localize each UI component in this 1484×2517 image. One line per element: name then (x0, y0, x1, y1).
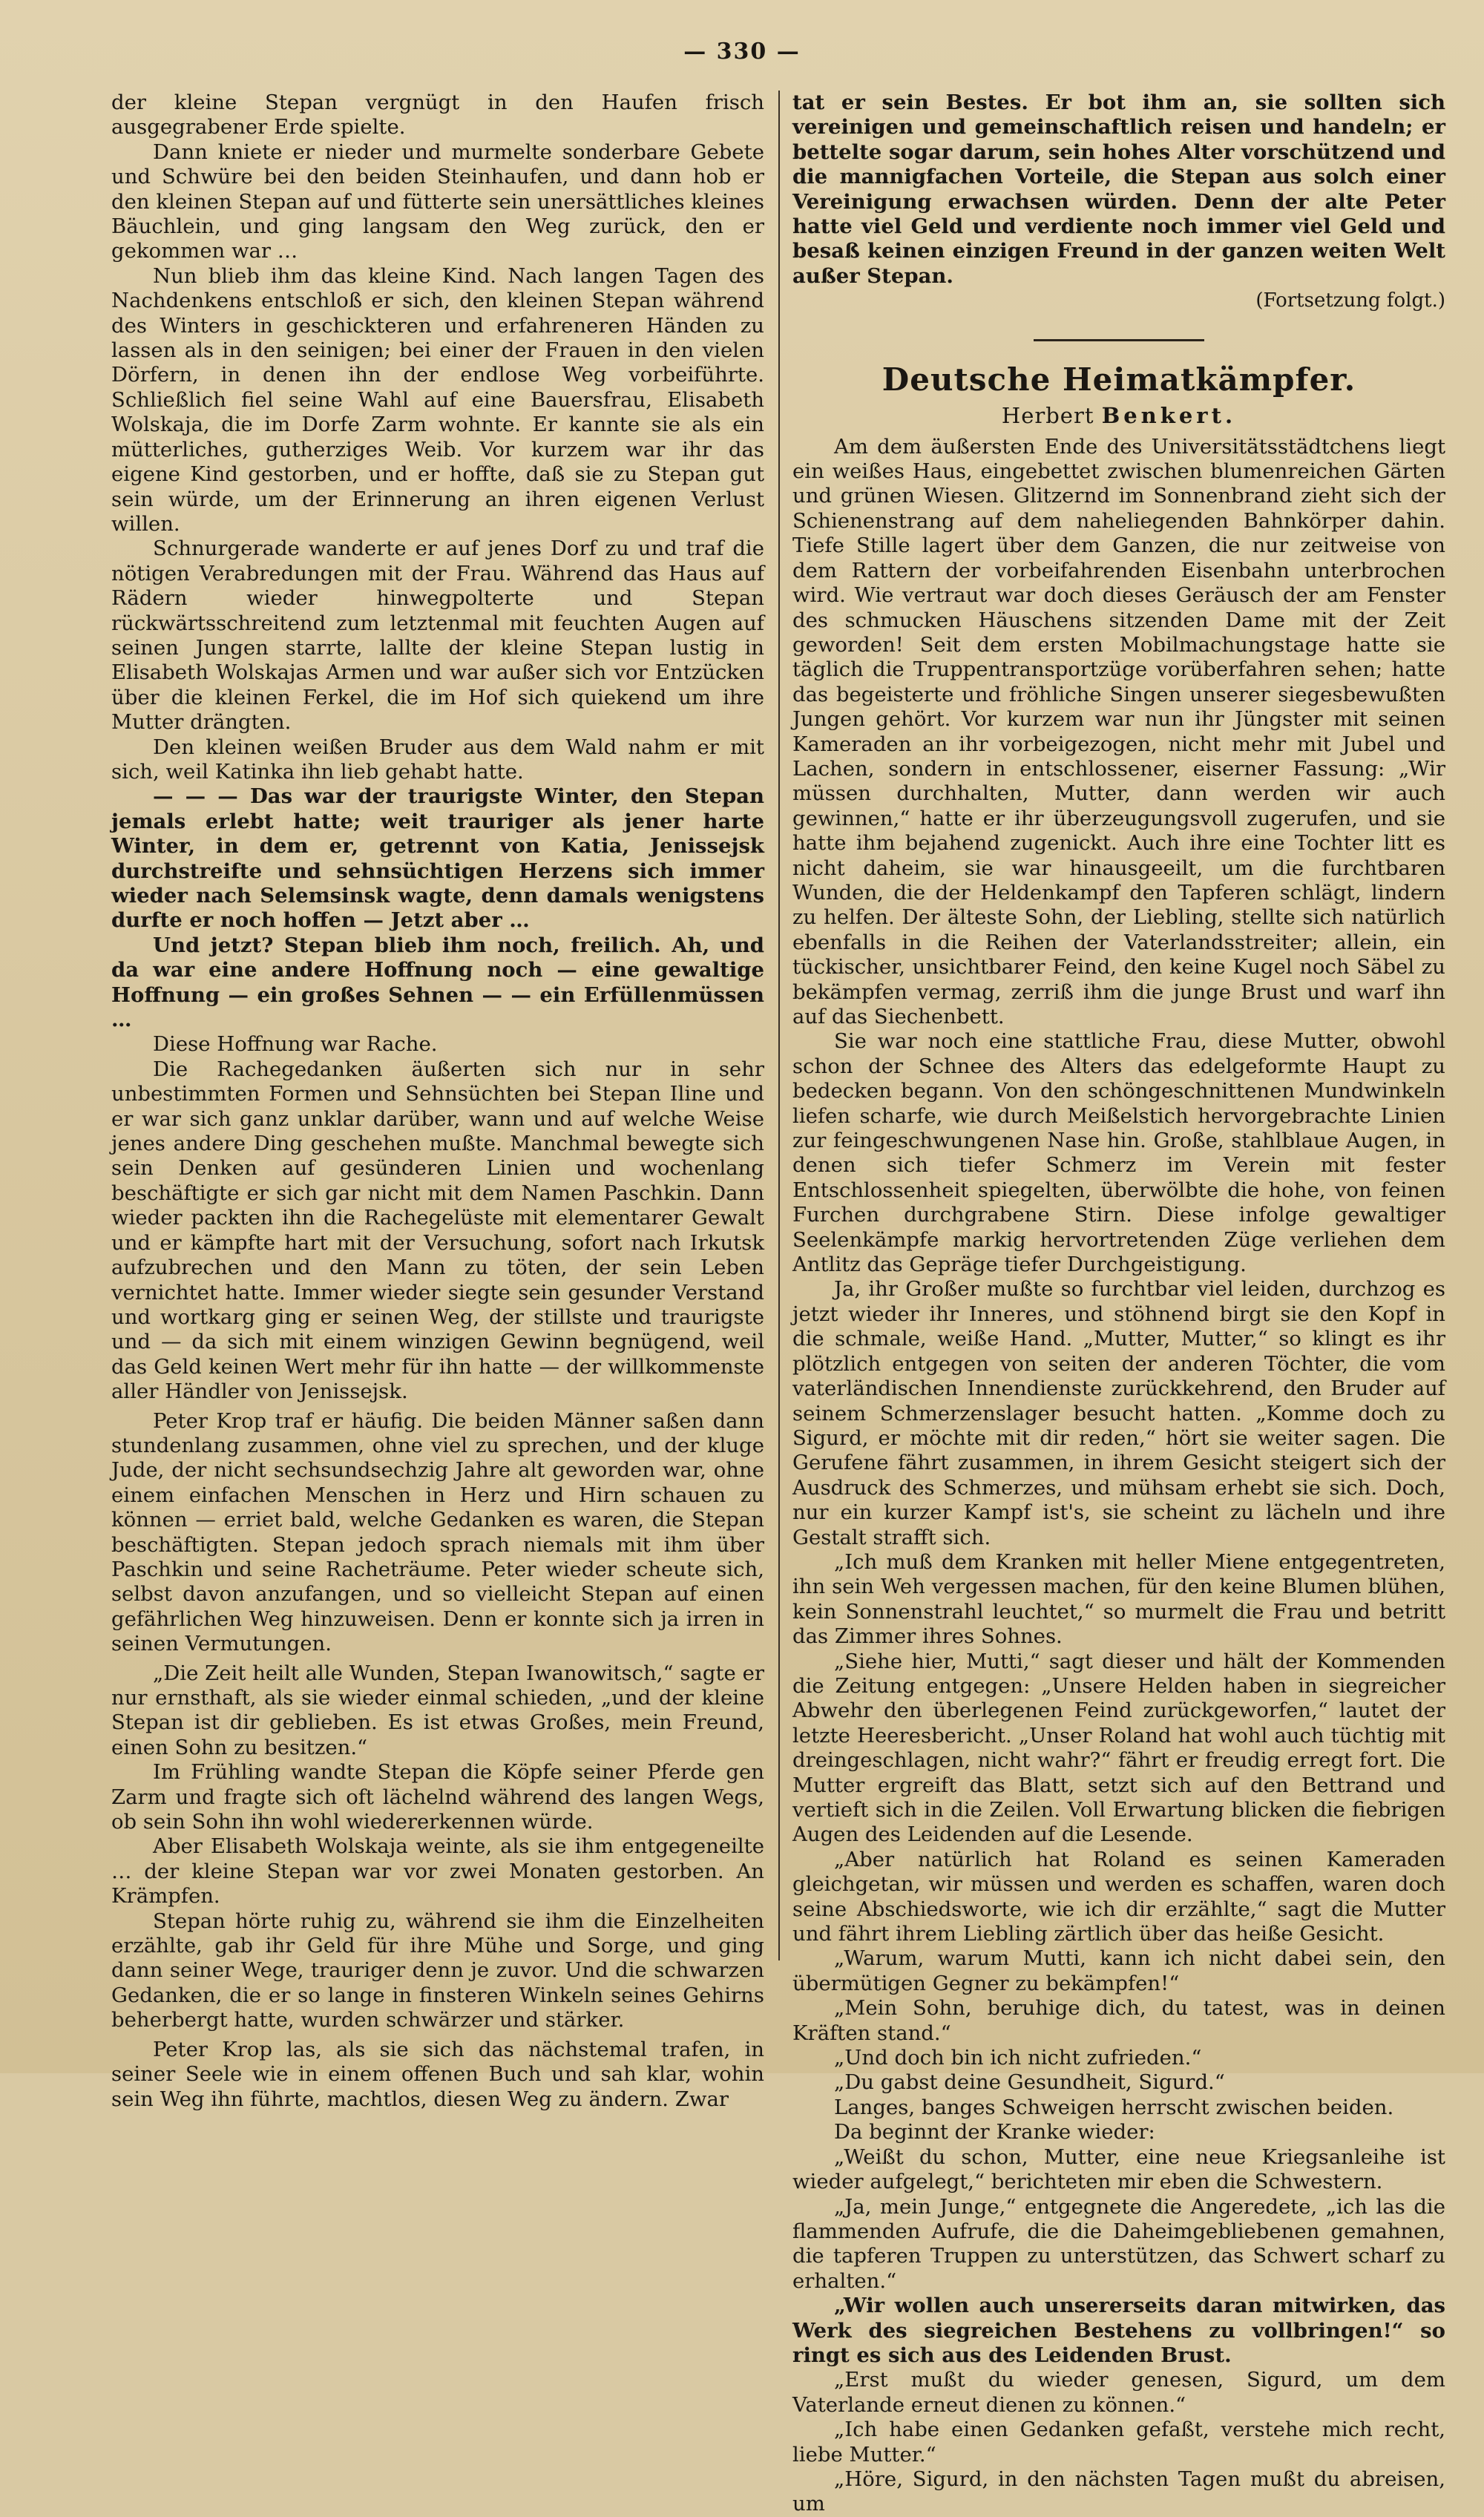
article-paragraph-17: „Ich habe einen Gedanken gefaßt, verstehe mich recht, liebe Mutter.“ (792, 2418, 1445, 2467)
left-paragraph-4: Schnurgerade wanderte er auf jenes Dorf zu und traf die nötigen Verabredungen mit der Frau. Während das Haus auf Rädern wieder hinwegpolterte und Stepan rückwärtsschreitend zum letztenmal mit feuchten Augen auf seinen Jungen starrte, lallte der kleine Stepan lustig in Elisabeth Wolskajas Armen und war außer sich vor Entzücken über die kleinen Ferkel, die im Hof sich quiekend um ihre Mutter drängten. (111, 536, 764, 735)
left-paragraph-3: Nun blieb ihm das kleine Kind. Nach langen Tagen des Nachdenkens entschloß er sich, den kleinen Stepan während des Winters in geschickteren und erfahreneren Händen zu lassen als in den seinigen; bei einer der Frauen in den vielen Dörfern, in denen ihn der endlose Weg vorbeiführte. Schließlich fiel seine Wahl auf eine Bauersfrau, Elisabeth Wolskaja, die im Dorfe Zarm wohnte. Er kannte sie als ein mütterliches, gutherziges Weib. Vor kurzem war ihr das eigene Kind gestorben, und er hoffte, daß sie zu Stepan gut sein würde, um der Erinnerung an ihren eigenen Verlust willen. (111, 263, 764, 536)
left-column (111, 91, 764, 2111)
left-paragraph-15: Peter Krop las, als sie sich das nächstemal trafen, in seiner Seele wie in einem offenen Buch und sah klar, wohin sein Weg ihn führte, machtlos, diesen Weg zu ändern. Zwar (111, 2037, 764, 2111)
left-paragraph-10: Peter Krop traf er häufig. Die beiden Männer saßen dann stundenlang zusammen, ohne viel zu sprechen, und der kluge Jude, der nicht sechsundsechzig Jahre alt geworden war, ohne einem einfachen Menschen in Herz und Hirn schauen zu können — erriet bald, welche Gedanken es waren, die Stepan beschäftigten. Stepan jedoch sprach niemals mit ihm über Paschkin und seine Racheträume. Peter wieder scheute sich, selbst davon anzufangen, und so vielleicht Stepan auf einen gefährlichen Weg hinzuweisen. Denn er konnte sich ja irren in seinen Vermutungen. (111, 1408, 764, 1656)
article-paragraph-9: „Und doch bin ich nicht zufrieden.“ (834, 2046, 1202, 2070)
section-divider (1034, 339, 1204, 341)
left-paragraph-8: Diese Hoffnung war Rache. (153, 1032, 438, 1057)
column-divider (778, 91, 780, 1960)
left-paragraph-1: der kleine Stepan vergnügt in den Haufen frisch ausgegrabener Erde spielte. (111, 91, 764, 140)
article-paragraph-5: „Siehe hier, Mutti,“ sagt dieser und hält der Kommenden die Zeitung entgegen: „Unsere Helden haben in siegreicher Abwehr den überlegenen Feind zurückgeworfen,“ lautet der letzte Heeresbericht. „Unser Roland hat wohl auch tüchtig mit dreingeschlagen, nicht wahr?“ fährt er freudig erregt fort. Die Mutter ergreift das Blatt, setzt sich auf den Bettrand und vertieft sich in die Zeilen. Voll Erwartung blicken die fiebrigen Augen des Leidenden auf die Lesende. (792, 1649, 1445, 1847)
page-number: — 330 — (683, 39, 801, 65)
article-paragraph-10: „Du gabst deine Gesundheit, Sigurd.“ (834, 2070, 1225, 2095)
right-column (792, 91, 1445, 2516)
article-paragraph-15: „Wir wollen auch unsererseits daran mitwirken, das Werk des siegreichen Bestehens zu vollbringen!“ so ringt es sich aus des Leidenden Brust. (792, 2294, 1445, 2367)
article-paragraph-8: „Mein Sohn, beruhige dich, du tatest, was in deinen Kräften stand.“ (792, 1996, 1445, 2045)
author-last-name: Benkert. (1101, 402, 1237, 428)
article-paragraph-13: „Weißt du schon, Mutter, eine neue Kriegsanleihe ist wieder aufgelegt,“ berichteten mir eben die Schwestern. (792, 2144, 1445, 2194)
article-paragraph-2: Sie war noch eine stattliche Frau, diese Mutter, obwohl schon der Schnee des Alters das edelgeformte Haupt zu bedecken begann. Von den schöngeschnittenen Mundwinkeln liefen scharfe, wie durch Meißelstich hervorgebrachte Linien zur feingeschwungenen Nase hin. Große, stahlblaue Augen, in denen sich tiefer Schmerz im Verein mit fester Entschlossenheit spiegelten, überwölbte die hohe, von feinen Furchen durchgrabene Stirn. Diese infolge gewaltiger Seelenkämpfe markig hervortretenden Züge verliehen dem Antlitz das Gepräge tiefer Durchgeistigung. (792, 1029, 1445, 1277)
left-paragraph-14: Stepan hörte ruhig zu, während sie ihm die Einzelheiten erzählte, gab ihr Geld für ihre Mühe und Sorge, und ging dann seiner Wege, trauriger denn je zuvor. Und die schwarzen Gedanken, die er so lange in finsteren Winkeln seines Gehirns beherbergt hatte, wurden schwärzer und stärker. (111, 1909, 764, 2032)
article-paragraph-11: Langes, banges Schweigen herrscht zwischen beiden. (834, 2095, 1394, 2119)
continued-note: (Fortsetzung folgt.) (1255, 289, 1445, 312)
article-title: Deutsche Heimatkämpfer. (881, 361, 1356, 398)
left-paragraph-12: Im Frühling wandte Stepan die Köpfe seiner Pferde gen Zarm und fragte sich oft lächelnd während des langen Wegs, ob sein Sohn ihn wohl wiedererkennen würde. (111, 1760, 764, 1834)
left-paragraph-2: Dann kniete er nieder und murmelte sonderbare Gebete und Schwüre bei den beiden Steinhaufen, und dann hob er den kleinen Stepan auf und fütterte sein unersättliches kleines Bäuchlein, und ging langsam den Weg zurück, den er gekommen war … (111, 140, 764, 263)
article-paragraph-12: Da beginnt der Kranke wieder: (834, 2120, 1155, 2144)
article-paragraph-18: „Höre, Sigurd, in den nächsten Tagen mußt du abreisen, um (792, 2467, 1445, 2516)
article-paragraph-7: „Warum, warum Mutti, kann ich nicht dabei sein, den übermütigen Gegner zu bekämpfen!“ (792, 1946, 1445, 1995)
author-first-name: Herbert (1001, 402, 1094, 428)
article-paragraph-3: Ja, ihr Großer mußte so furchtbar viel leiden, durchzog es jetzt wieder ihr Inneres, und stöhnend birgt sie den Kopf in die schmale, weiße Hand. „Mutter, Mutter,“ so klingt es ihr plötzlich entgegen von seiten der anderen Töchter, die vom vaterländischen Innendienste zurückkehrend, den Bruder auf seinem Schmerzenslager besucht hatten. „Komme doch zu Sigurd, er möchte mit dir reden,“ hört sie weiter sagen. Die Gerufene fährt zusammen, in ihrem Gesicht steigert sich der Ausdruck des Schmerzes, und mühsam erhebt sie sich. Doch, nur ein kurzer Kampf ist's, sie scheint zu lächeln und ihre Gestalt strafft sich. (792, 1277, 1445, 1549)
article-paragraph-1: Am dem äußersten Ende des Universitätsstädtchens liegt ein weißes Haus, eingebettet zwischen blumenreichen Gärten und grünen Wiesen. Glitzernd im Sonnenbrand zieht sich der Schienenstrang auf dem naheliegenden Bahnkörper dahin. Tiefe Stille lagert über dem Ganzen, die nur zeitweise von dem Rattern der vorbeifahrenden Eisenbahn unterbrochen wird. Wie vertraut war doch dieses Geräusch der am Fenster des schmucken Häuschens sitzenden Dame mit der Zeit geworden! Seit dem ersten Mobilmachungstage hatte sie täglich die Truppentransportzüge vorüberfahren sehen; hatte das begeisterte und fröhliche Singen unserer siegesbewußten Jungen gehört. Vor kurzem war nun ihr Jüngster mit seinen Kameraden an ihr vorbeigezogen, nicht mehr mit Jubel und Lachen, sondern in entschlossener, eiserner Fassung: „Wir müssen durchhalten, Mutter, dann werden wir auch gewinnen,“ hatte er ihr überzeugungsvoll zugerufen, und sie hatte ihm bejahend zugenickt. Auch ihre eine Tochter litt es nicht daheim, sie war hinausgeeilt, um die furchtbaren Wunden, die der Heldenkampf den Tapferen schlägt, lindern zu helfen. Der älteste Sohn, der Liebling, stellte sich natürlich ebenfalls in die Reihen der Vaterlandsstreiter; allein, ein tückischer, unsichtbarer Feind, den keine Kugel noch Säbel zu bekämpfen vermag, zerriß ihm die junge Brust und warf ihn auf das Siechenbett. (792, 434, 1445, 1028)
article-paragraph-16: „Erst mußt du wieder genesen, Sigurd, um dem Vaterlande erneut dienen zu können.“ (792, 2368, 1445, 2417)
left-paragraph-11: „Die Zeit heilt alle Wunden, Stepan Iwanowitsch,“ sagte er nur ernsthaft, als sie wieder einmal schieden, „und der kleine Stepan ist dir geblieben. Es ist etwas Großes, mein Freund, einen Sohn zu besitzen.“ (111, 1661, 764, 1759)
article-paragraph-6: „Aber natürlich hat Roland es seinen Kameraden gleichgetan, wir müssen und werden es schaffen, waren doch seine Abschiedsworte, wie ich dir erzählte,“ sagt die Mutter und fährt ihrem Liebling zärtlich über das heiße Gesicht. (792, 1847, 1445, 1946)
left-paragraph-6: — — — Das war der traurigste Winter, den Stepan jemals erlebt hatte; weit trauriger als jener harte Winter, in dem er, getrennt von Katia, Jenissejsk durchstreifte und sehnsüchtigen Herzens sich immer wieder nach Selemsinsk wagte, denn damals wenigstens durfte er noch hoffen — Jetzt aber … (111, 784, 764, 933)
article-paragraph-14: „Ja, mein Junge,“ entgegnete die Angeredete, „ich las die flammenden Aufrufe, die die Daheimgebliebenen gemahnen, die tapferen Truppen zu unterstützen, das Schwert scharf zu erhalten.“ (792, 2194, 1445, 2293)
article-author (792, 402, 1445, 429)
article-paragraph-4: „Ich muß dem Kranken mit heller Miene entgegentreten, ihn sein Weh vergessen machen, für den keine Blumen blühen, kein Sonnenstrahl leuchtet,“ so murmelt die Frau und betritt das Zimmer ihres Sohnes. (792, 1549, 1445, 1649)
left-paragraph-13: Aber Elisabeth Wolskaja weinte, als sie ihm entgegeneilte … der kleine Stepan war vor zwei Monaten gestorben. An Krämpfen. (111, 1834, 764, 1909)
story-continuation: tat er sein Bestes. Er bot ihm an, sie sollten sich vereinigen und gemeinschaftlich reisen und handeln; er bettelte sogar darum, sein hohes Alter vorschützend und die mannigfachen Vorteile, die Stepan aus solch einer Vereinigung erwachsen würden. Denn der alte Peter hatte viel Geld und verdiente noch immer viel Geld und besaß keinen einzigen Freund in der ganzen weiten Welt außer Stepan. (792, 91, 1445, 288)
left-paragraph-5: Den kleinen weißen Bruder aus dem Wald nahm er mit sich, weil Katinka ihn lieb gehabt hatte. (111, 735, 764, 784)
left-paragraph-9: Die Rachegedanken äußerten sich nur in sehr unbestimmten Formen und Sehnsüchten bei Stepan Iline und er war sich ganz unklar darüber, wann und auf welche Weise jenes andere Ding geschehen mußte. Manchmal bewegte sich sein Denken auf gesünderen Linien und wochenlang beschäftigte er sich gar nicht mit dem Namen Paschkin. Dann wieder packten ihn die Rachegelüste mit elementarer Gewalt und er kämpfte hart mit der Versuchung, sofort nach Irkutsk aufzubrechen und den Mann zu töten, der sein Leben vernichtet hatte. Immer wieder siegte sein gesunder Verstand und wortkarg ging er seinen Weg, der stillste und traurigste und — da sich mit einem winzigen Gewinn begnügend, weil das Geld keinen Wert mehr für ihn hatte — der willkommenste aller Händler von Jenissejsk. (111, 1057, 764, 1404)
left-paragraph-7: Und jetzt? Stepan blieb ihm noch, freilich. Ah, und da war eine andere Hoffnung noch — eine gewaltige Hoffnung — ein großes Sehnen — — ein Erfüllenmüssen … (111, 933, 764, 1032)
